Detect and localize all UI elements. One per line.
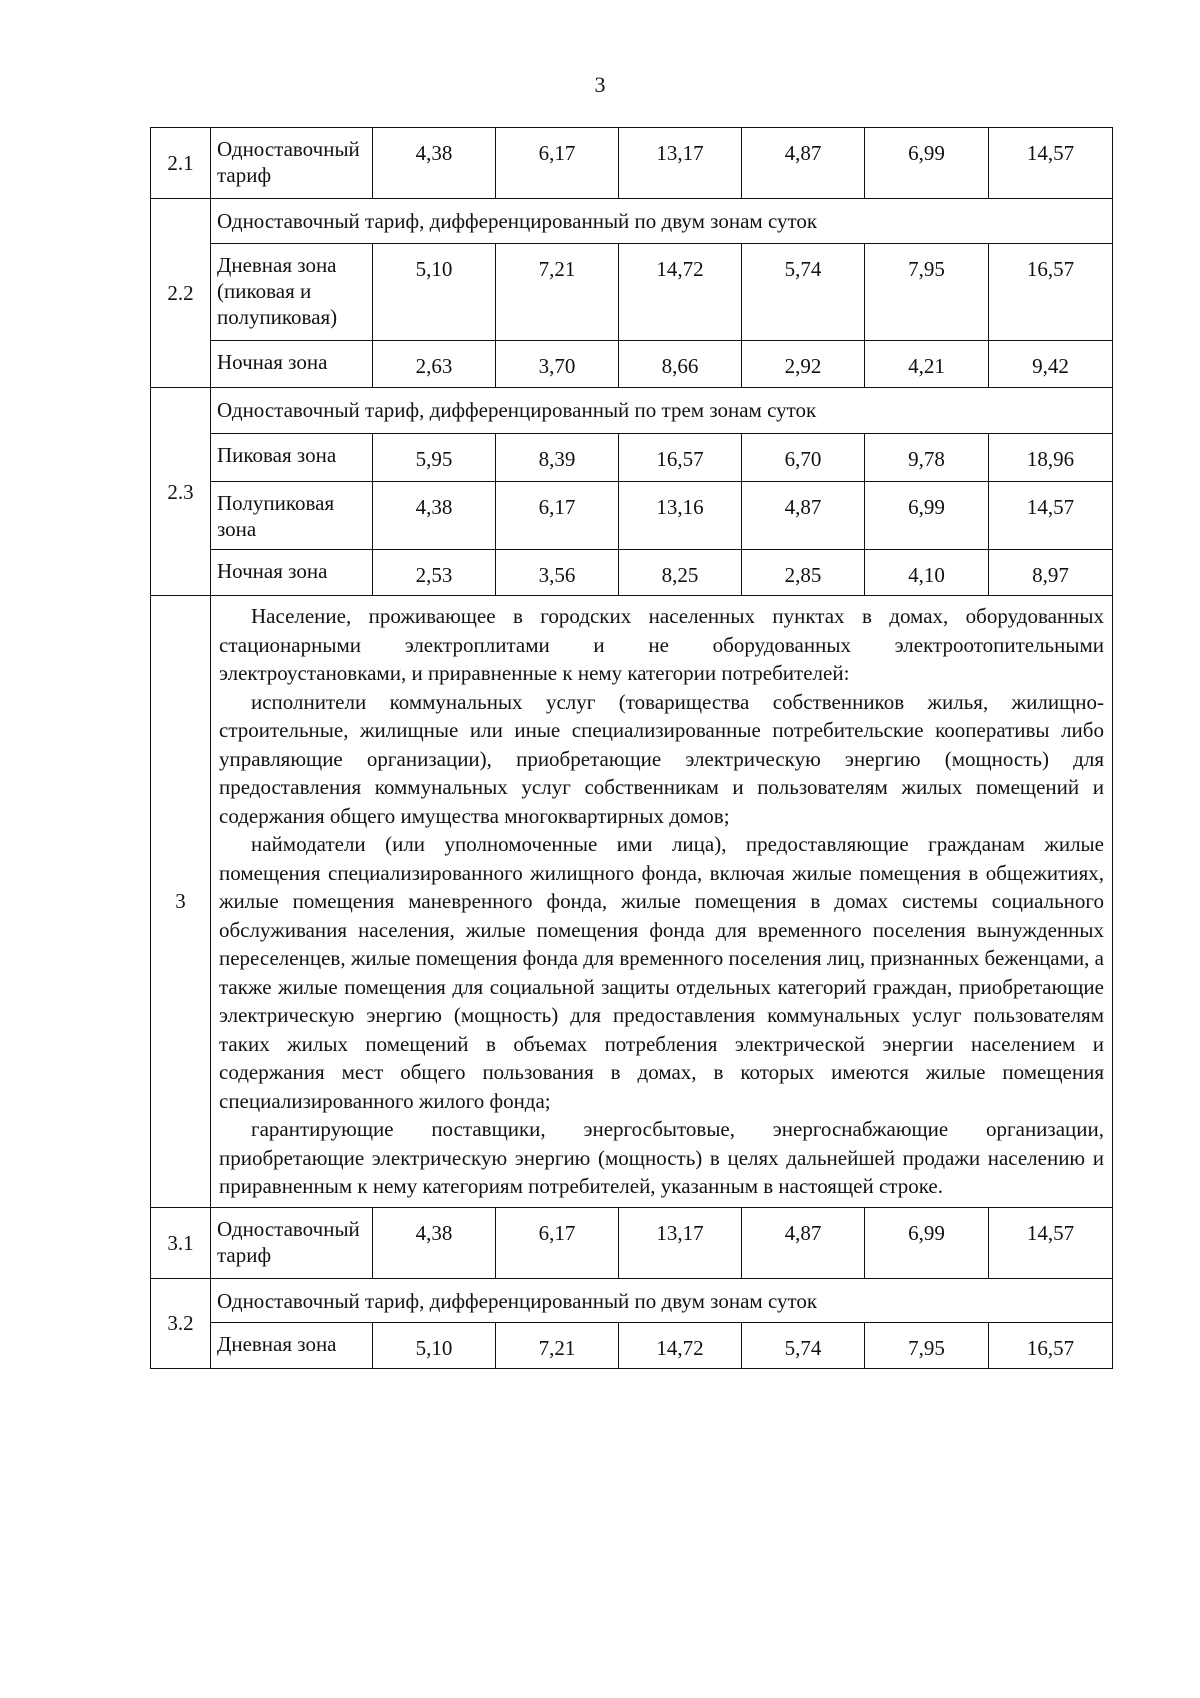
table-row — [151, 199, 1113, 244]
table-row — [151, 482, 1113, 550]
table-row — [151, 388, 1113, 434]
tariff-value: 16,57 — [619, 434, 742, 482]
tariff-value: 13,17 — [619, 1207, 742, 1278]
tariff-value: 18,96 — [989, 434, 1113, 482]
tariff-value: 6,17 — [496, 1207, 619, 1278]
tariff-value: 6,17 — [496, 128, 619, 199]
tariff-value: 7,21 — [496, 1322, 619, 1368]
tariff-value: 9,42 — [989, 341, 1113, 388]
tariff-value: 4,87 — [742, 128, 865, 199]
tariff-value: 4,21 — [865, 341, 989, 388]
tariff-value: 5,74 — [742, 244, 865, 341]
tariff-value: 7,95 — [865, 1322, 989, 1368]
tariff-value: 4,38 — [373, 128, 496, 199]
tariff-value: 16,57 — [989, 244, 1113, 341]
tariff-value: 14,72 — [619, 1322, 742, 1368]
tariff-value: 14,57 — [989, 128, 1113, 199]
row-number: 3.2 — [151, 1278, 211, 1368]
table-row — [151, 128, 1113, 199]
row-number: 2.3 — [151, 388, 211, 596]
row-label: Одноставочный тариф — [211, 1207, 373, 1278]
tariff-value: 8,25 — [619, 550, 742, 596]
tariff-value: 4,87 — [742, 1207, 865, 1278]
tariff-value: 8,39 — [496, 434, 619, 482]
tariff-value: 6,99 — [865, 1207, 989, 1278]
tariff-value: 4,38 — [373, 1207, 496, 1278]
tariff-table — [150, 127, 1113, 1369]
description-paragraph: гарантирующие поставщики, энергосбытовые, энергоснабжающие организации, приобретающие электрическую энергию (мощность) в целях дальнейшей продажи населению и приравненным к нему категориям потребителей, указанным в настоящей строке. — [219, 1117, 1104, 1198]
tariff-value: 5,74 — [742, 1322, 865, 1368]
tariff-value: 6,70 — [742, 434, 865, 482]
page-number: 3 — [594, 72, 606, 97]
table-row — [151, 1278, 1113, 1322]
tariff-value: 6,17 — [496, 482, 619, 550]
table-row — [151, 244, 1113, 341]
row-label: Ночная зона — [211, 550, 373, 596]
description-paragraph: исполнители коммунальных услуг (товарищества собственников жилья, жилищно-строительные, жилищные или иные специализированные потребительские кооперативы либо управляющие организации), приобретающие электрическую энергию (мощность) для предоставления коммунальных услуг собственникам и пользователям жилых помещений и содержания общего имущества многоквартирных домов; — [219, 689, 1104, 828]
tariff-value: 9,78 — [865, 434, 989, 482]
tariff-value: 16,57 — [989, 1322, 1113, 1368]
tariff-value: 3,70 — [496, 341, 619, 388]
tariff-value: 14,57 — [989, 482, 1113, 550]
row-number: 3.1 — [151, 1207, 211, 1278]
row-subheader: Одноставочный тариф, дифференцированный по трем зонам суток — [211, 388, 1113, 434]
tariff-value: 7,95 — [865, 244, 989, 341]
tariff-value: 2,53 — [373, 550, 496, 596]
tariff-value: 6,99 — [865, 482, 989, 550]
tariff-value: 13,16 — [619, 482, 742, 550]
description-paragraph: наймодатели (или уполномоченные ими лица), предоставляющие гражданам жилые помещения специализированного жилищного фонда, включая жилые помещения в общежитиях, жилые помещения маневренного фонда, жилые помещения в домах системы социального обслуживания населения, жилые помещения фонда для временного поселения вынужденных переселенцев, жилые помещения фонда для временного поселения лиц, признанных беженцами, а также жилые помещения для социальной защиты отдельных категорий граждан, приобретающие электрическую энергию (мощность) для предоставления коммунальных услуг пользователям таких жилых помещений в объемах потребления электрической энергии населением и содержания мест общего пользования в домах, в которых имеются жилые помещения специализированного жилого фонда; — [219, 832, 1104, 1113]
tariff-value: 14,72 — [619, 244, 742, 341]
row-label: Дневная зона — [211, 1322, 373, 1368]
tariff-value: 5,10 — [373, 244, 496, 341]
table-row — [151, 434, 1113, 482]
tariff-value: 2,85 — [742, 550, 865, 596]
row-label: Дневная зона (пиковая и полупиковая) — [211, 244, 373, 341]
tariff-value: 5,95 — [373, 434, 496, 482]
category-description — [211, 596, 1113, 1208]
tariff-value: 8,66 — [619, 341, 742, 388]
table-row — [151, 341, 1113, 388]
row-number: 2.2 — [151, 199, 211, 388]
table-row — [151, 1322, 1113, 1368]
tariff-value: 4,38 — [373, 482, 496, 550]
tariff-value: 7,21 — [496, 244, 619, 341]
row-subheader: Одноставочный тариф, дифференцированный по двум зонам суток — [211, 199, 1113, 244]
tariff-value: 14,57 — [989, 1207, 1113, 1278]
row-label: Одноставочный тариф — [211, 128, 373, 199]
tariff-value: 6,99 — [865, 128, 989, 199]
table-row — [151, 1207, 1113, 1278]
tariff-value: 2,63 — [373, 341, 496, 388]
row-label: Полупиковая зона — [211, 482, 373, 550]
row-label: Пиковая зона — [211, 434, 373, 482]
row-number: 3 — [151, 596, 211, 1208]
tariff-value: 13,17 — [619, 128, 742, 199]
description-paragraph: Население, проживающее в городских населенных пунктах в домах, оборудованных стационарными электроплитами и не оборудованных электроотопительными электроустановками, и приравненные к нему категории потребителей: — [219, 604, 1104, 685]
row-subheader: Одноставочный тариф, дифференцированный по двум зонам суток — [211, 1278, 1113, 1322]
table-row — [151, 596, 1113, 1208]
row-number: 2.1 — [151, 128, 211, 199]
tariff-value: 2,92 — [742, 341, 865, 388]
tariff-value: 4,10 — [865, 550, 989, 596]
row-label: Ночная зона — [211, 341, 373, 388]
table-row — [151, 550, 1113, 596]
tariff-value: 3,56 — [496, 550, 619, 596]
tariff-value: 4,87 — [742, 482, 865, 550]
tariff-value: 8,97 — [989, 550, 1113, 596]
tariff-value: 5,10 — [373, 1322, 496, 1368]
